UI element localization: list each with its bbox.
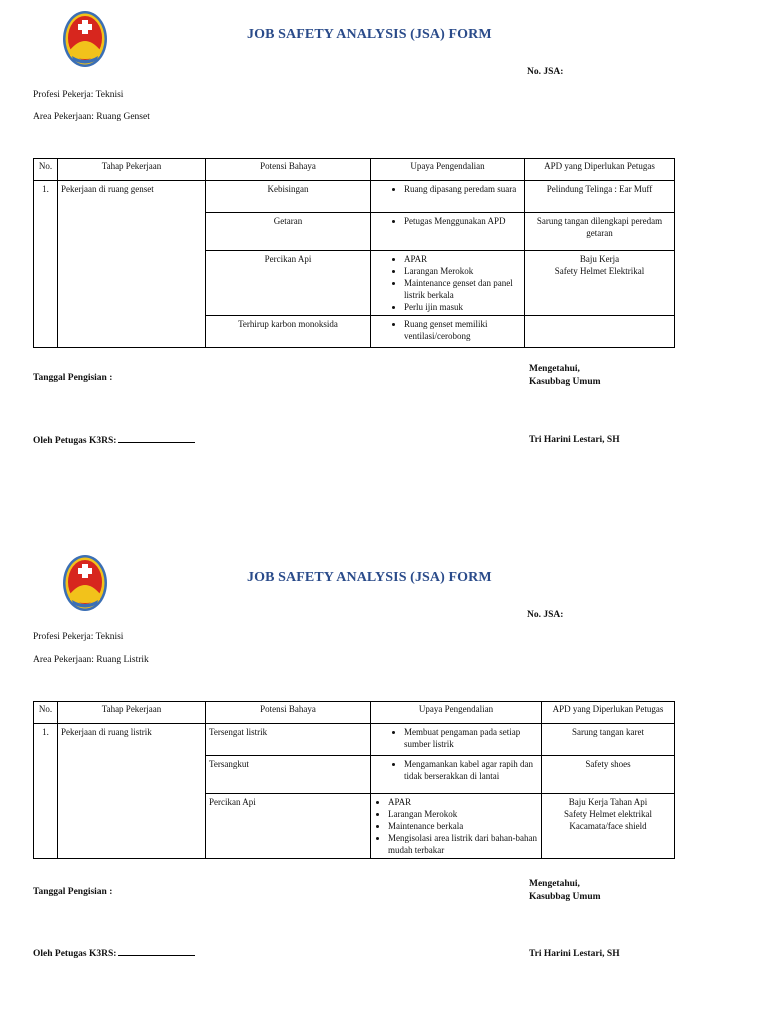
apd-item: Pelindung Telinga : Ear Muff [546,184,653,194]
jabatan-label: Kasubbag Umum [529,377,601,387]
apd-cell [525,213,675,251]
upaya-item: • Membuat pengaman pada setiap sumber listrik [404,726,538,750]
upaya-item: • Larangan Merokok [388,808,538,820]
upaya-item: • Ruang genset memiliki ventilasi/cerobong [404,318,521,342]
area-pekerjaan: Area Pekerjaan: Ruang Listrik [33,655,149,665]
signature-line[interactable] [118,946,195,956]
potensi-bahaya: Percikan Api [206,251,371,316]
header-tahap: Tahap Pekerjaan [58,159,206,181]
potensi-bahaya: Kebisingan [206,181,371,213]
apd-item: Sarung tangan karet [572,727,644,737]
apd-cell [542,724,675,756]
form-title: JOB SAFETY ANALYSIS (JSA) FORM [247,570,492,585]
area-pekerjaan: Area Pekerjaan: Ruang Genset [33,112,150,122]
upaya-item: • APAR [404,253,521,265]
mengetahui-label: Mengetahui, [529,364,580,374]
tanggal-pengisian: Tanggal Pengisian : [33,373,113,383]
profesi-pekerja: Profesi Pekerja: Teknisi [33,632,124,642]
upaya-item: • Ruang dipasang peredam suara [404,183,521,195]
apd-item: Sarung tangan dilengkapi peredam getaran [536,216,663,238]
hospital-logo-icon [62,554,108,612]
upaya-pengendalian [371,213,525,251]
header-upaya: Upaya Pengendalian [371,159,525,181]
potensi-bahaya: Tersengat listrik [206,724,371,756]
header-apd: APD yang Diperlukan Petugas [525,159,675,181]
upaya-pengendalian [371,316,525,348]
profesi-pekerja: Profesi Pekerja: Teknisi [33,90,124,100]
apd-item: Safety Helmet Elektrikal [554,266,645,276]
row-no: 1. [34,181,58,348]
signature-block [529,878,601,904]
upaya-item: • Mengisolasi area listrik dari bahan-bahan mudah terbakar [388,832,538,856]
header-no: No. [34,159,58,181]
potensi-bahaya: Terhirup karbon monoksida [206,316,371,348]
upaya-item: • Perlu ijin masuk [404,301,521,313]
jsa-table [33,158,675,348]
upaya-item: • Petugas Menggunakan APD [404,215,521,227]
upaya-item: • Mengamankan kabel agar rapih dan tidak berserakkan di lantai [404,758,538,782]
apd-item: Baju Kerja Tahan Api [568,797,648,807]
jsa-table [33,701,675,859]
upaya-pengendalian [371,251,525,316]
no-jsa-label: No. JSA: [527,67,564,77]
upaya-pengendalian [371,794,542,859]
apd-cell [525,251,675,316]
apd-item: Safety Helmet elektrikal [564,809,652,819]
apd-cell [525,181,675,213]
signature-line[interactable] [118,433,195,443]
upaya-item: • Maintenance berkala [388,820,538,832]
apd-item: Baju Kerja [579,254,620,264]
oleh-petugas-label: Oleh Petugas K3RS: [33,436,117,446]
potensi-bahaya: Getaran [206,213,371,251]
no-jsa-label: No. JSA: [527,610,564,620]
upaya-pengendalian [371,724,542,756]
potensi-bahaya: Percikan Api [206,794,371,859]
upaya-item: • APAR [388,796,538,808]
signatory-name: Tri Harini Lestari, SH [529,949,620,959]
apd-cell [542,756,675,794]
upaya-pengendalian [371,756,542,794]
apd-item: Safety shoes [585,759,631,769]
header-no: No. [34,702,58,724]
apd-cell [542,794,675,859]
form-title: JOB SAFETY ANALYSIS (JSA) FORM [247,27,492,42]
row-no: 1. [34,724,58,859]
header-apd: APD yang Diperlukan Petugas [542,702,675,724]
upaya-item: • Larangan Merokok [404,265,521,277]
header-potensi: Potensi Bahaya [206,702,371,724]
tanggal-pengisian: Tanggal Pengisian : [33,887,113,897]
potensi-bahaya: Tersangkut [206,756,371,794]
oleh-petugas [33,946,195,959]
tahap-pekerjaan: Pekerjaan di ruang genset [58,181,206,348]
header-tahap: Tahap Pekerjaan [58,702,206,724]
header-potensi: Potensi Bahaya [206,159,371,181]
upaya-pengendalian [371,181,525,213]
mengetahui-label: Mengetahui, [529,879,580,889]
header-upaya: Upaya Pengendalian [371,702,542,724]
apd-cell [525,316,675,348]
signatory-name: Tri Harini Lestari, SH [529,435,620,445]
tahap-pekerjaan: Pekerjaan di ruang listrik [58,724,206,859]
upaya-item: • Maintenance genset dan panel listrik berkala [404,277,521,301]
hospital-logo-icon [62,10,108,68]
oleh-petugas [33,433,195,446]
apd-item: Kacamata/face shield [569,821,647,831]
jabatan-label: Kasubbag Umum [529,892,601,902]
oleh-petugas-label: Oleh Petugas K3RS: [33,949,117,959]
signature-block [529,363,601,389]
